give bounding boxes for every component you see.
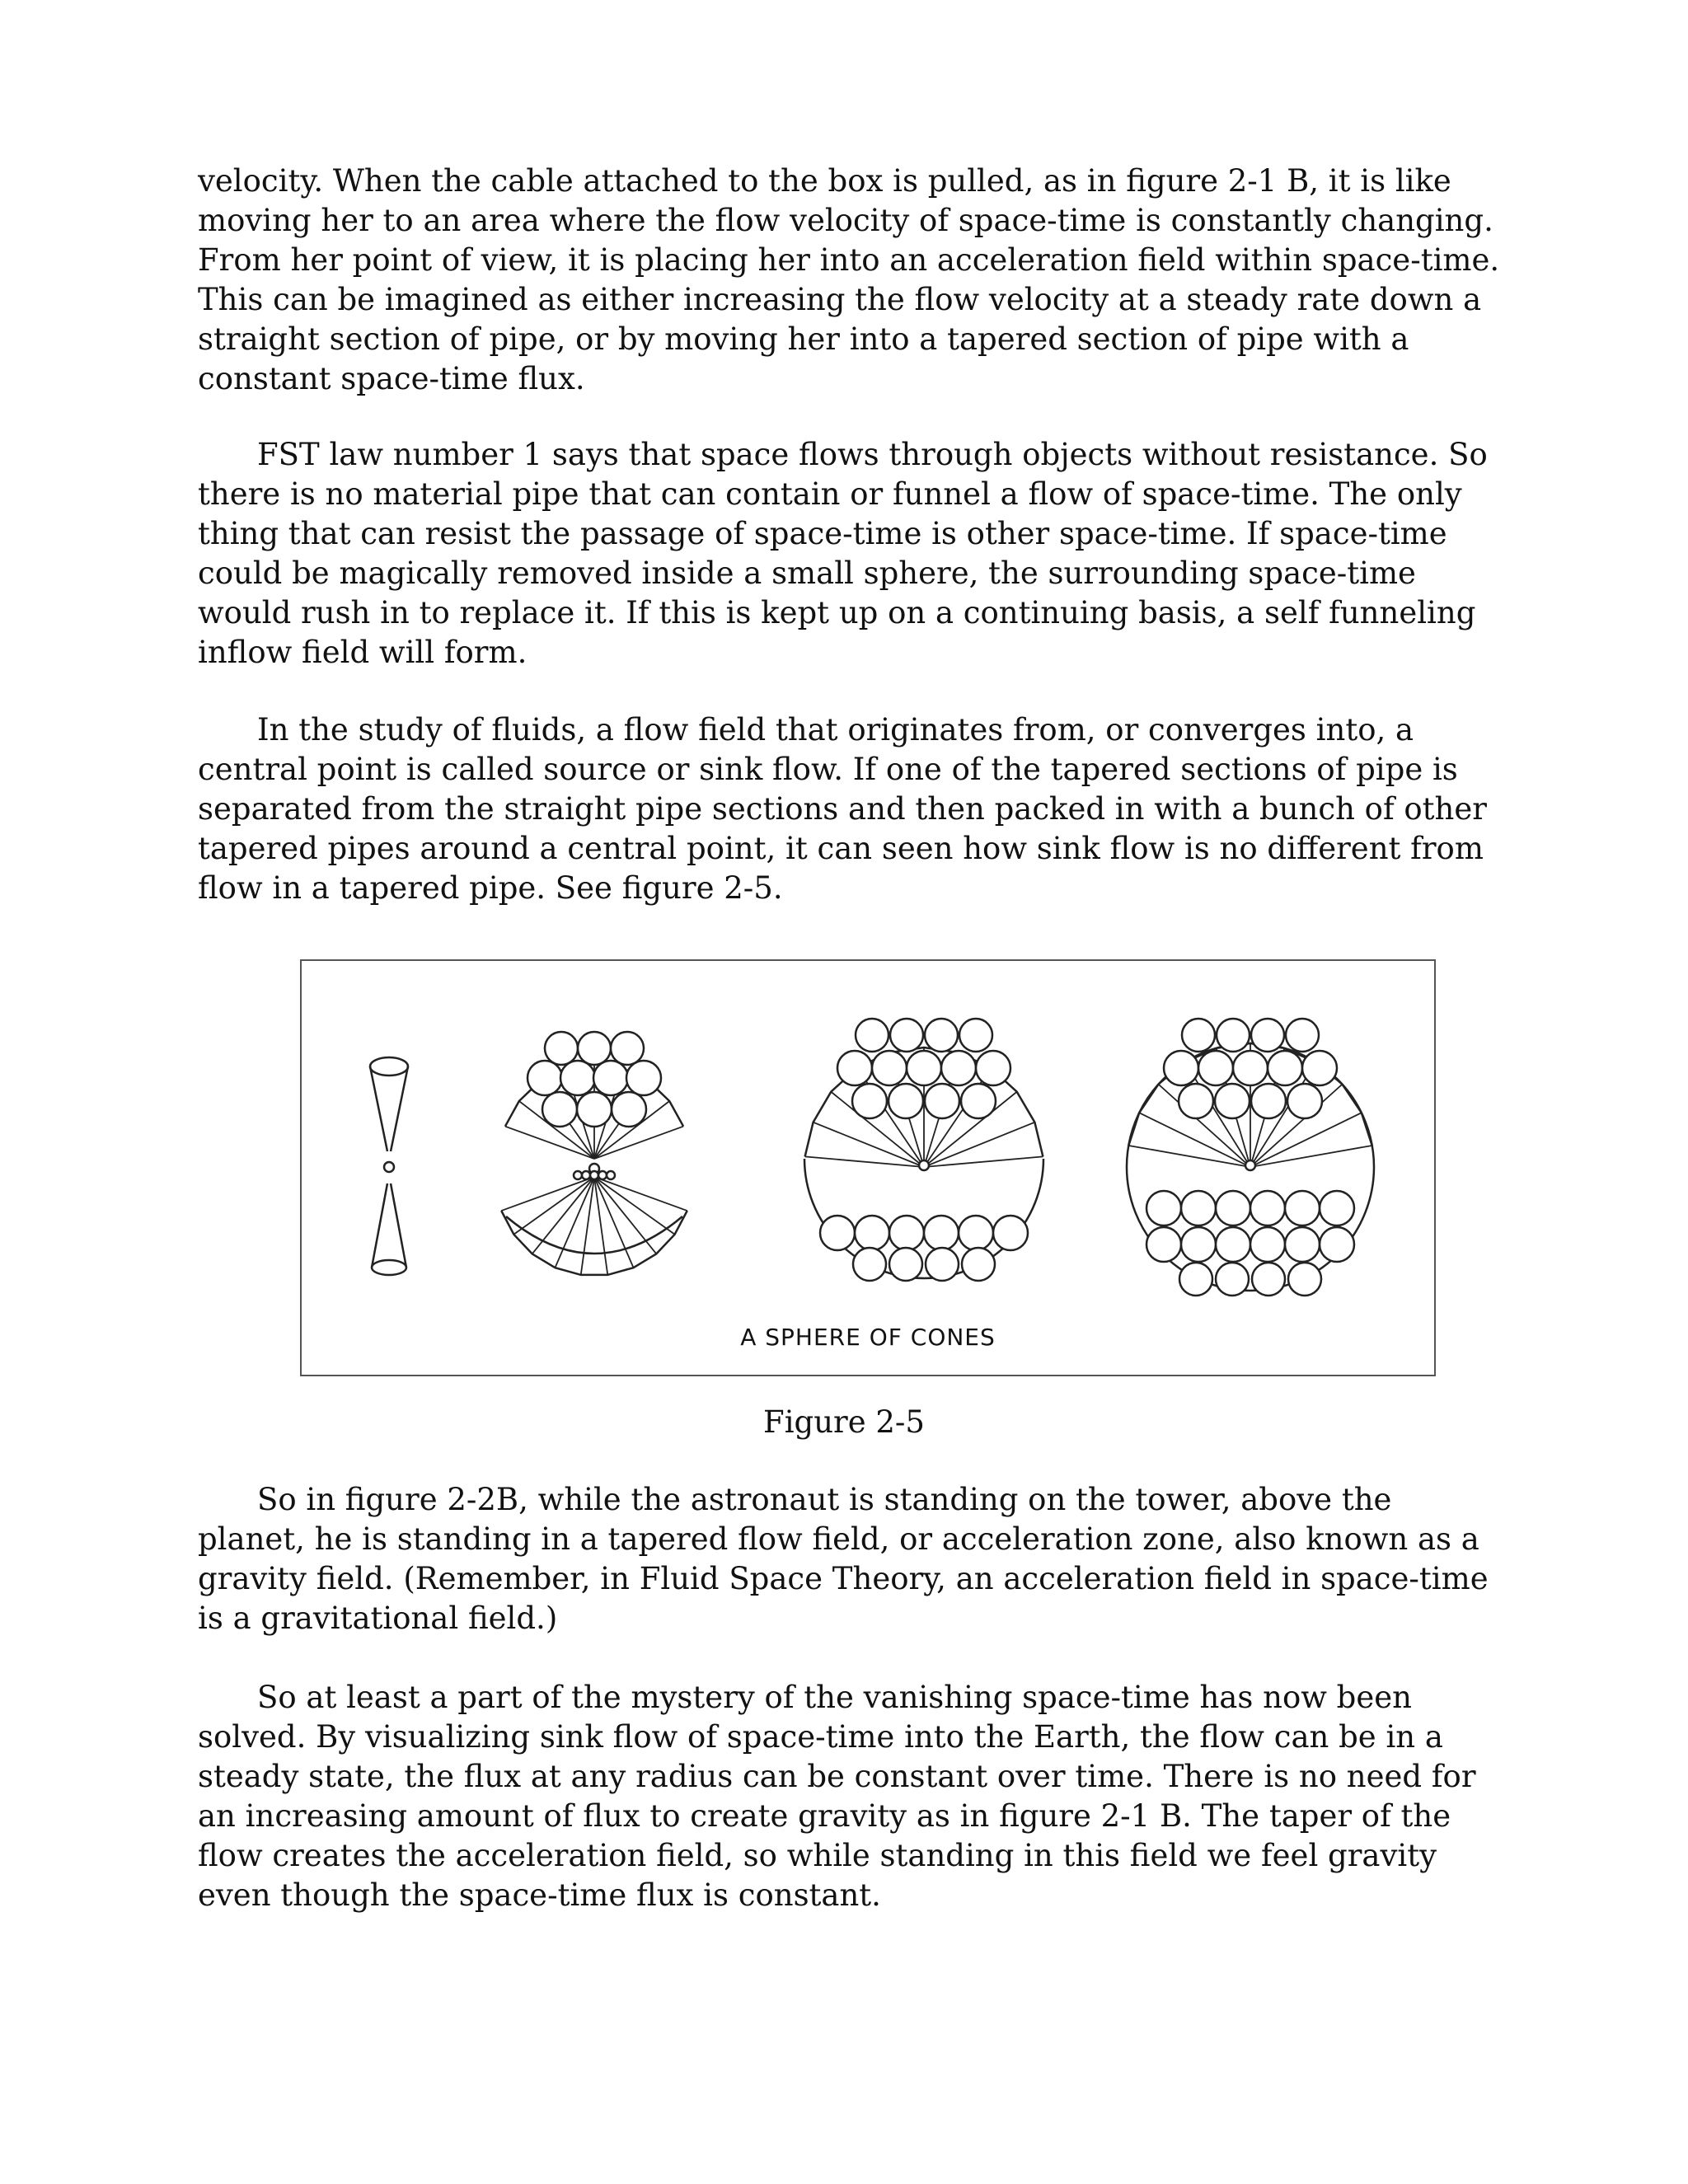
paragraph-2 [198, 435, 1500, 673]
text-line: even though the space-time flux is constant. [198, 1877, 881, 1913]
text-line: This can be imagined as either increasing the flow velocity at a steady rate down a [198, 282, 1482, 317]
figure-caption: Figure 2-5 [763, 1404, 925, 1440]
partial-sphere-drawing [804, 1019, 1043, 1281]
text-line: So at least a part of the mystery of the vanishing space-time has now been [257, 1680, 1412, 1715]
text-line: In the study of fluids, a flow field that originates from, or converges into, a [257, 712, 1414, 748]
text-line: FST law number 1 says that space flows through objects without resistance. So [257, 437, 1488, 472]
text-line: could be magically removed inside a small sphere, the surrounding space-time [198, 555, 1416, 591]
text-line: From her point of view, it is placing her into an acceleration field within space-time. [198, 242, 1500, 278]
paragraph-4 [198, 1480, 1500, 1638]
text-line: thing that can resist the passage of space-time is other space-time. If space-time [198, 516, 1447, 551]
full-sphere-drawing [1127, 1019, 1374, 1296]
text-line: velocity. When the cable attached to the box is pulled, as in figure 2-1 B, it is like [198, 163, 1451, 199]
figure-label: A SPHERE OF CONES [740, 1324, 996, 1351]
paragraph-3 [198, 710, 1500, 908]
text-line: central point is called source or sink flow. If one of the tapered sections of pipe is [198, 752, 1458, 787]
text-line: separated from the straight pipe sections and then packed in with a bunch of other [198, 791, 1487, 827]
text-line: an increasing amount of flux to create gravity as in figure 2-1 B. The taper of the [198, 1798, 1451, 1834]
paragraph-5 [198, 1678, 1500, 1915]
text-line: steady state, the flux at any radius can be constant over time. There is no need for [198, 1759, 1476, 1794]
hemisphere-pair-drawing [501, 1032, 687, 1275]
text-line: solved. By visualizing sink flow of space-time into the Earth, the flow can be in a [198, 1719, 1443, 1755]
text-line: flow creates the acceleration field, so while standing in this field we feel gravity [198, 1838, 1437, 1873]
text-line: constant space-time flux. [198, 361, 585, 396]
text-line: flow in a tapered pipe. See figure 2-5. [198, 870, 783, 906]
text-line: moving her to an area where the flow velocity of space-time is constantly changing. [198, 203, 1493, 238]
text-line: So in figure 2-2B, while the astronaut is standing on the tower, above the [257, 1482, 1392, 1517]
text-line: there is no material pipe that can contain or funnel a flow of space-time. The only [198, 476, 1462, 512]
sphere-of-cones-illustration [302, 961, 1434, 1375]
text-line: inflow field will form. [198, 635, 528, 670]
text-line: tapered pipes around a central point, it can seen how sink flow is no different from [198, 831, 1484, 866]
text-line: straight section of pipe, or by moving her into a tapered section of pipe with a [198, 321, 1409, 357]
text-line: would rush in to replace it. If this is kept up on a continuing basis, a self funneling [198, 595, 1476, 630]
figure-2-5 [300, 959, 1436, 1376]
text-line: planet, he is standing in a tapered flow field, or acceleration zone, also known as a [198, 1521, 1479, 1557]
single-cones-drawing [370, 1057, 408, 1275]
paragraph-1 [198, 162, 1500, 399]
text-line: is a gravitational field.) [198, 1601, 558, 1636]
text-line: gravity field. (Remember, in Fluid Space Theory, an acceleration field in space-time [198, 1561, 1489, 1596]
